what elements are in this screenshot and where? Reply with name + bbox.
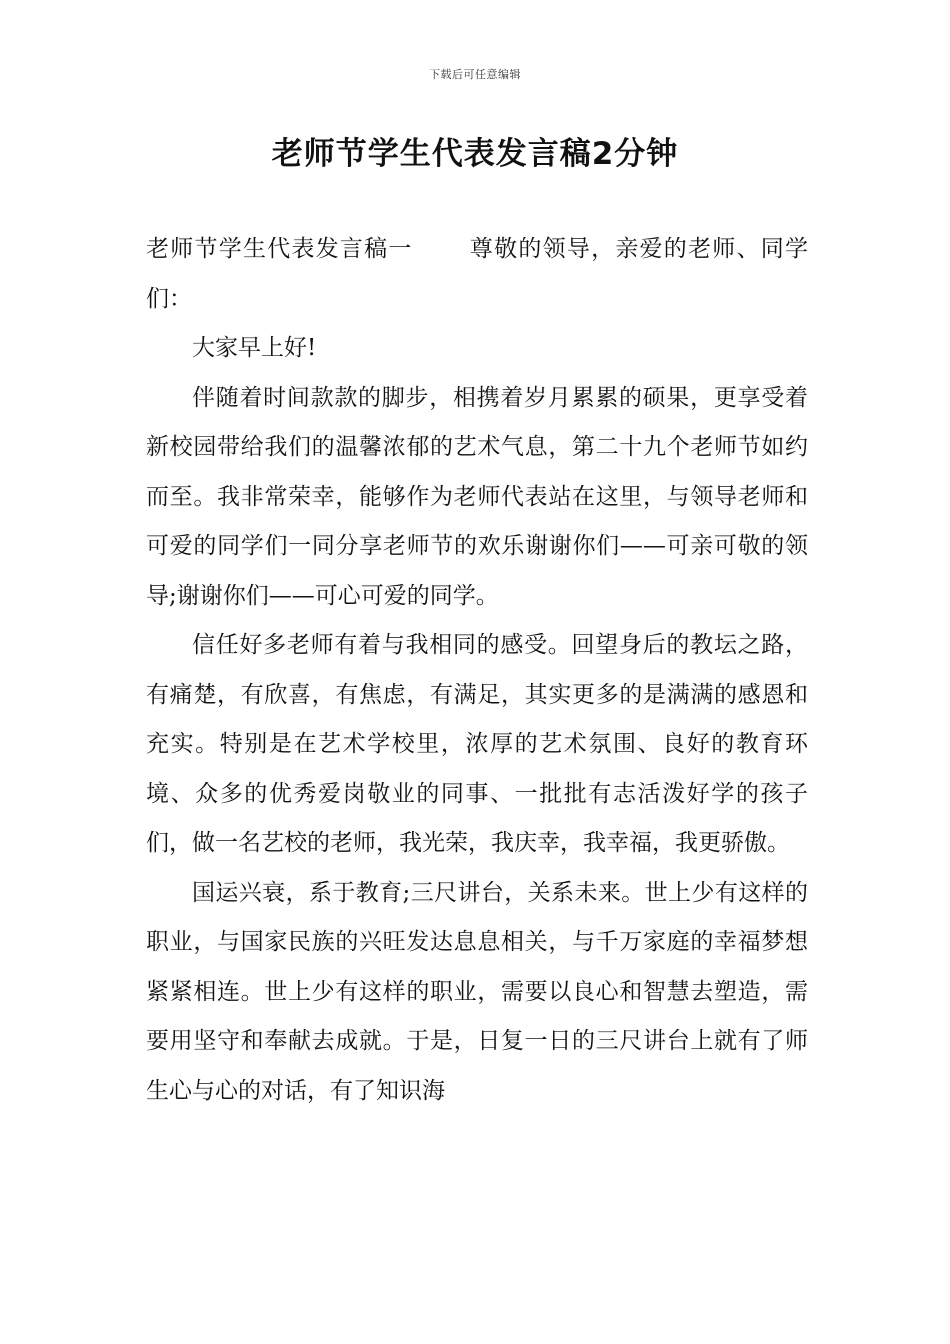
body-paragraph: 国运兴衰，系于教育;三尺讲台，关系未来。世上少有这样的职业，与国家民族的兴旺发达息息相关，与千万家庭的幸福梦想紧紧相连。世上少有这样的职业，需要以良心和智慧去塑造，需要用坚守和奉献去成就。于是，日复一日的三尺讲台上就有了师生心与心的对话，有了知识海 <box>146 879 808 1104</box>
document-title: 老师节学生代表发言稿2分钟 <box>271 136 679 172</box>
greeting-paragraph: 大家早上好! <box>192 335 317 361</box>
document-body <box>146 225 808 1116</box>
salutation: 尊敬的领导，亲爱的老师、同学们： <box>146 236 809 312</box>
body-paragraph: 伴随着时间款款的脚步，相携着岁月累累的硕果，更享受着新校园带给我们的温馨浓郁的艺术气息，第二十九个老师节如约而至。我非常荣幸，能够作为老师代表站在这里，与领导老师和可爱的同学们一同分享老师节的欢乐谢谢你们——可亲可敬的领导;谢谢你们——可心可爱的同学。 <box>146 384 808 609</box>
section-label: 老师节学生代表发言稿一 <box>146 236 413 262</box>
header-note: 下载后可任意编辑 <box>429 68 521 81</box>
opening-paragraph <box>146 225 808 324</box>
body-paragraph: 信任好多老师有着与我相同的感受。回望身后的教坛之路，有痛楚，有欣喜，有焦虑，有满足，其实更多的是满满的感恩和充实。特别是在艺术学校里，浓厚的艺术氛围、良好的教育环境、众多的优秀爱岗敬业的同事、一批批有志活泼好学的孩子们，做一名艺校的老师，我光荣，我庆幸，我幸福，我更骄傲。 <box>146 632 808 856</box>
